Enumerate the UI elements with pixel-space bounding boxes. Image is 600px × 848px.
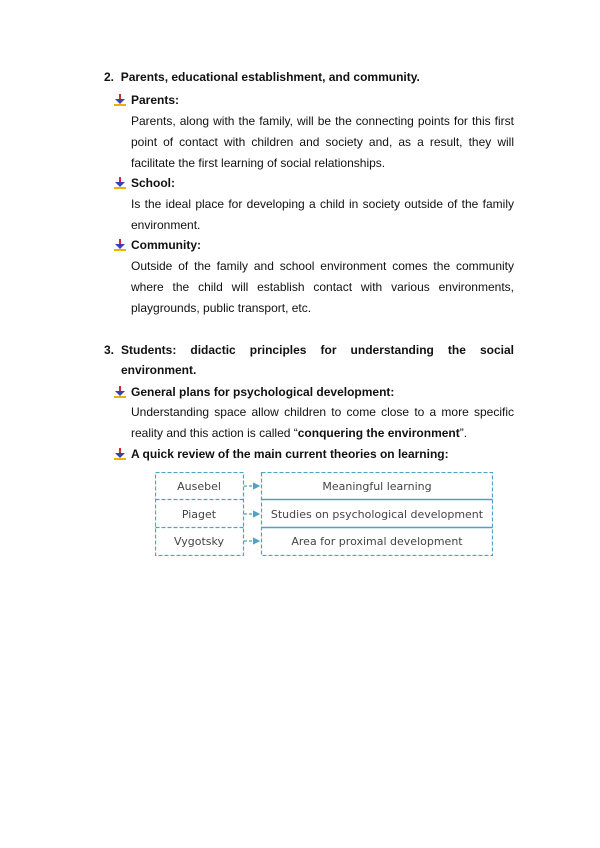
text-line: playgrounds, public transport, etc.: [131, 301, 312, 315]
text-line: where the child will establish contact with various environments,: [131, 280, 514, 294]
arrow-bullet-icon: [114, 94, 126, 106]
section-3-number: 3.: [104, 343, 115, 357]
theorist-label: Vygotsky: [174, 535, 224, 548]
theorist-label: Piaget: [181, 508, 217, 521]
paragraph-parents: [131, 111, 514, 174]
theory-label: Area for proximal development: [291, 535, 463, 548]
text-line: Understanding space allow children to come close to a more specific: [131, 405, 514, 419]
text-line: point of contact with children and society and, as a result, they will: [131, 135, 514, 149]
paragraph-general-plans: [131, 402, 514, 444]
text-run: reality and this action is called “: [131, 426, 298, 440]
bullet-parents-title: Parents:: [131, 93, 180, 107]
text-line: Outside of the family and school environment comes the community: [131, 259, 514, 273]
theory-label: Meaningful learning: [322, 480, 432, 493]
bold-term: conquering the environment: [297, 426, 460, 440]
section-3-title-line2: environment.: [121, 363, 197, 377]
section-2-heading: [104, 67, 524, 87]
bullet-school-title: School:: [131, 176, 175, 190]
theorist-label: Ausebel: [177, 480, 221, 493]
arrow-bullet-icon: [114, 386, 126, 398]
text-run: ”.: [459, 426, 468, 440]
text-line: environment.: [131, 218, 201, 232]
arrow-bullet-icon: [114, 177, 126, 189]
learning-theories-diagram: [155, 472, 493, 556]
bullet-community-title: Community:: [131, 238, 201, 252]
section-3-title-line1: Students: didactic principles for understanding the social: [121, 343, 514, 357]
theory-label: Studies on psychological development: [270, 508, 484, 521]
arrow-bullet-icon: [114, 239, 126, 251]
text-line: facilitate the first learning of social relationships.: [131, 156, 386, 170]
text-line: [131, 423, 514, 444]
section-2-number: 2.: [104, 70, 115, 84]
bullet-quick-review-title: A quick review of the main current theories on learning:: [131, 447, 449, 461]
text-line: Parents, along with the family, will be the connecting points for this first: [131, 114, 514, 128]
paragraph-school: [131, 194, 514, 236]
paragraph-community: [131, 256, 514, 319]
arrow-bullet-icon: [114, 448, 126, 460]
bullet-general-plans-title: General plans for psychological development:: [131, 385, 395, 399]
section-2-title: Parents, educational establishment, and community.: [120, 70, 420, 84]
text-line: Is the ideal place for developing a child in society outside of the family: [131, 197, 514, 211]
